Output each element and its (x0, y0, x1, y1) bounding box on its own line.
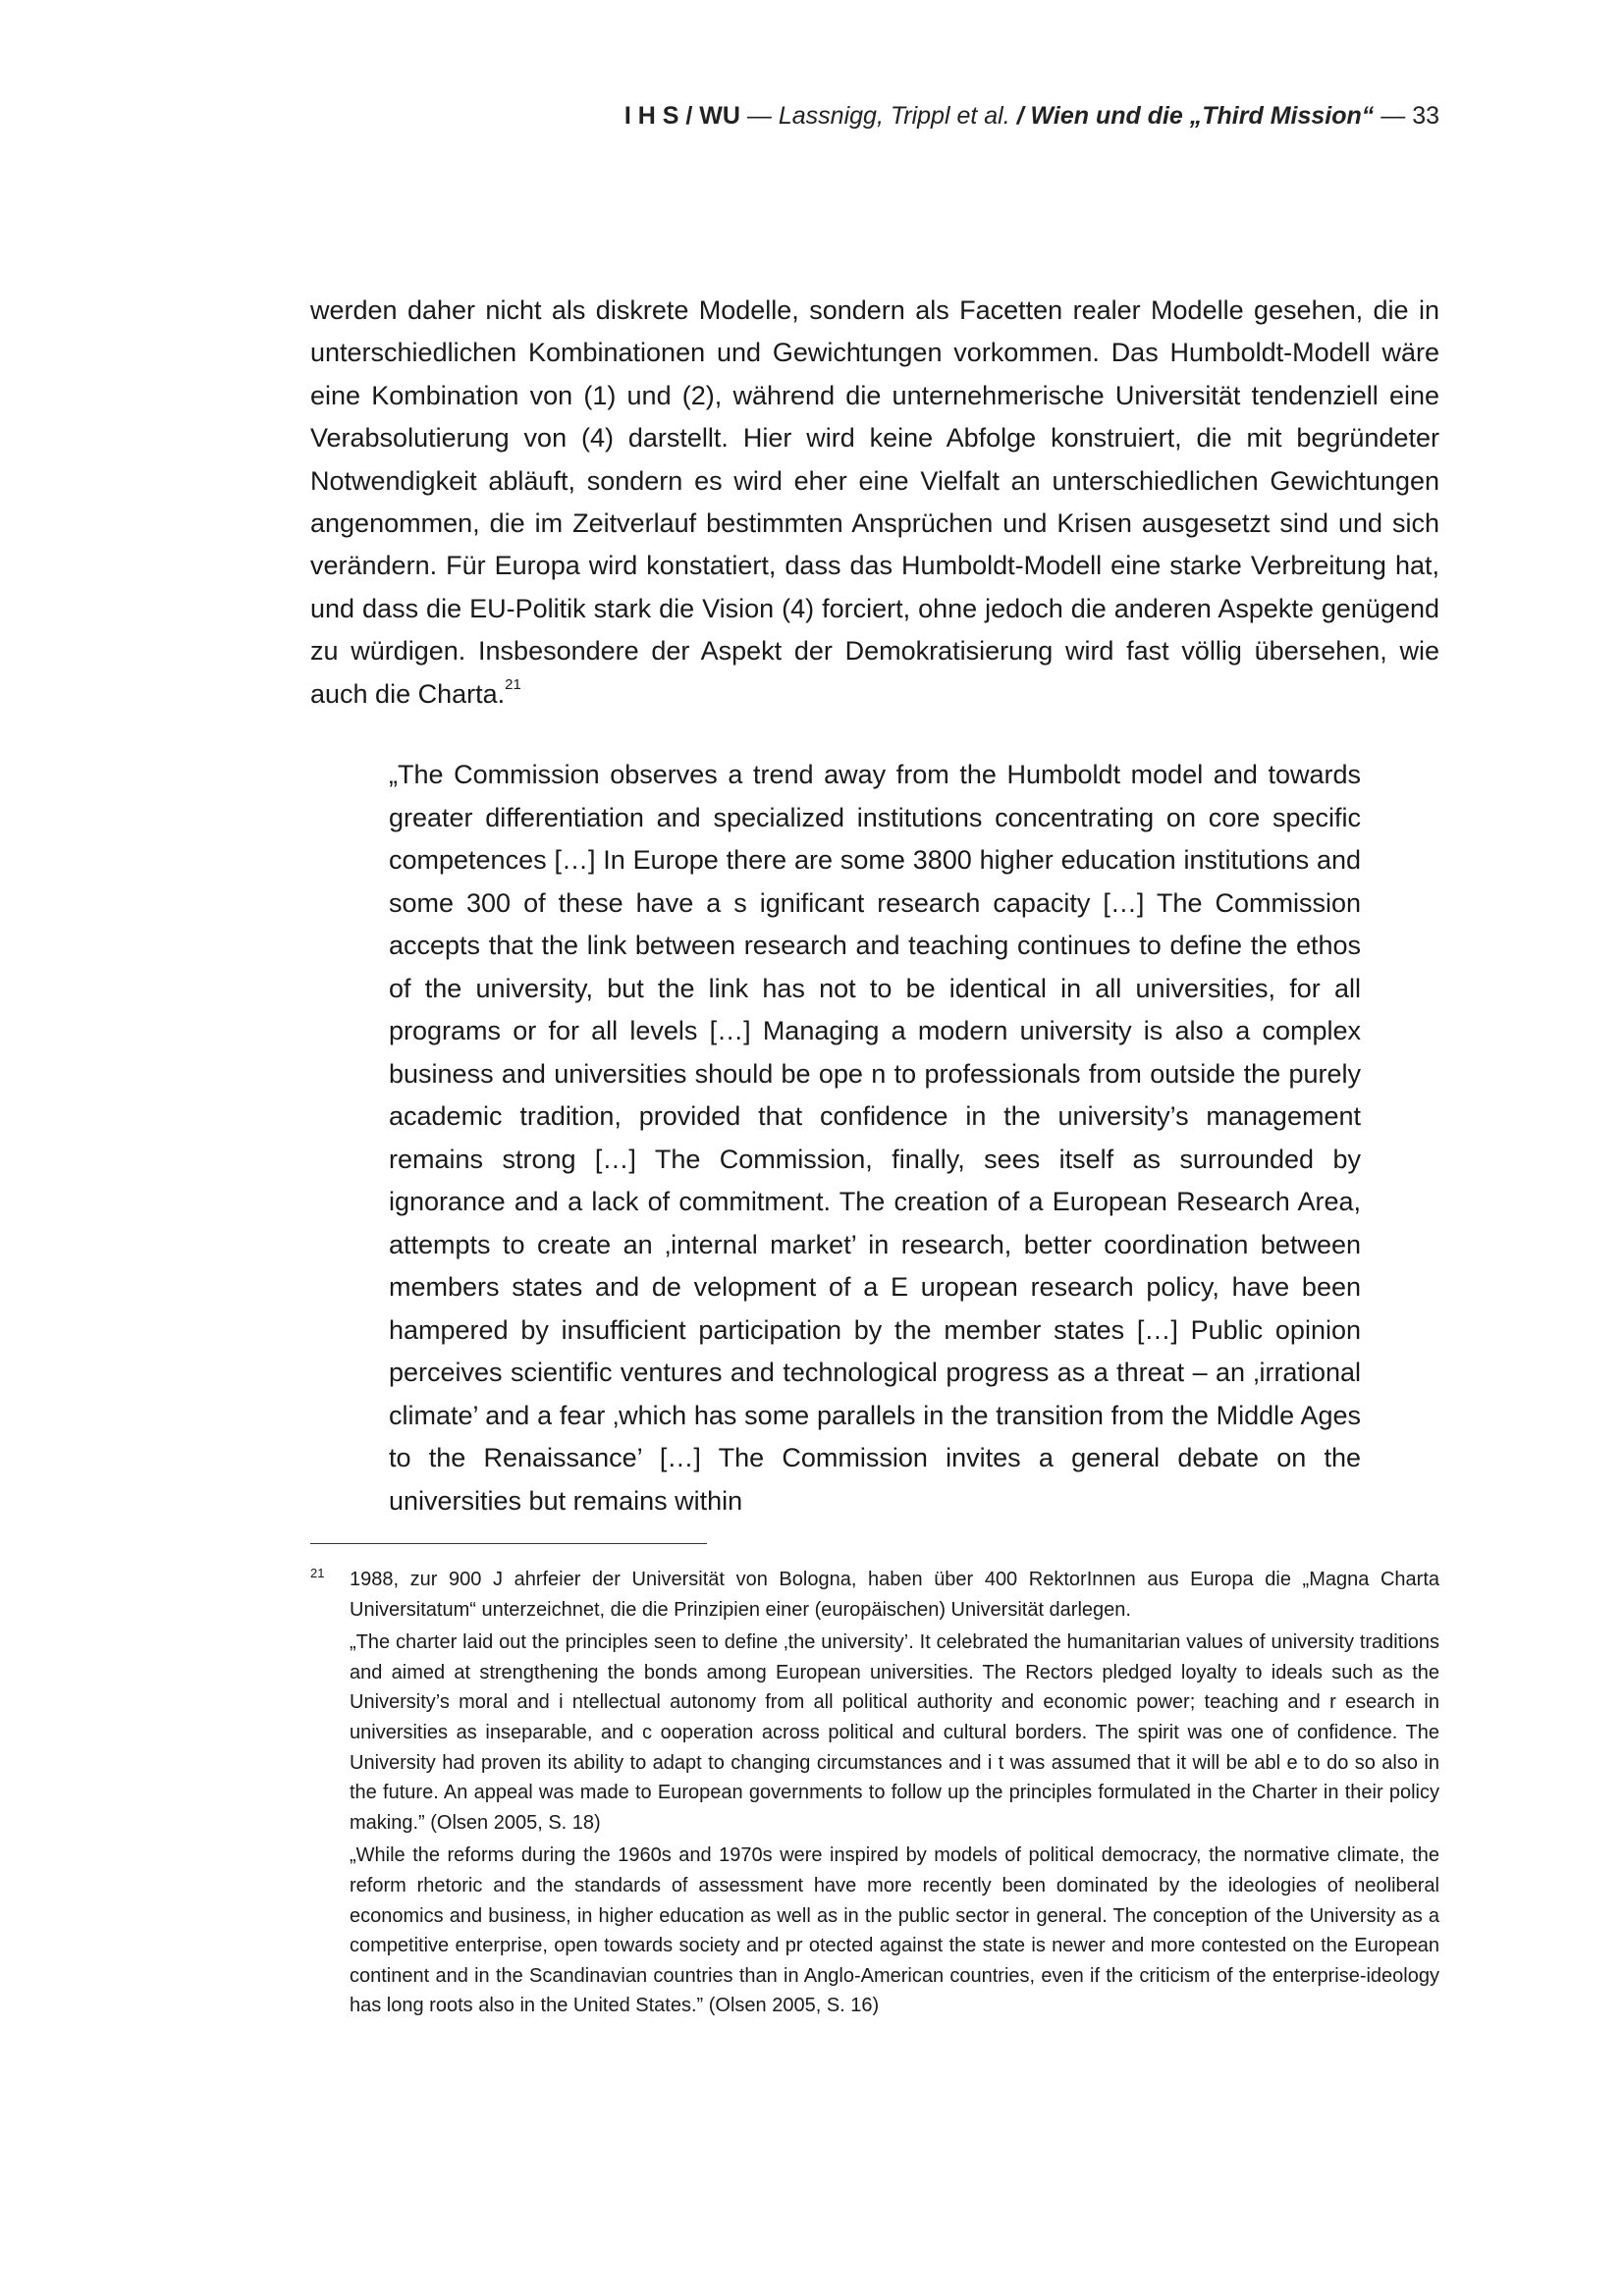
block-quote: „The Commission observes a trend away from the Humboldt model and towards greater differentiation and specialized institutions concentrating on core specific competences […] In Europe there are some 3800 higher education institutions and some 300 of these have a s ignificant research capacity […] The Commission accepts that the link between research and teaching continues to define the ethos of the university, but the link has not to be identical in all universities, for all programs or for all levels […] Managing a modern university is also a complex business and universities should be ope n to professionals from outside the purely academic tradition, provided that confidence in the university’s management remains strong […] The Commission, finally, sees itself as surrounded by ignorance and a lack of commitment. The creation of a European Research Area, attempts to create an ‚internal market’ in research, better coordination between members states and de velopment of a E uropean research policy, have been hampered by insufficient participation by the member states […] Public opinion perceives scientific ventures and technological progress as a threat – an ‚irrational climate’ and a fear ‚which has some parallels in the transition from the Middle Ages to the Renaissance’ […] The Commission invites a general debate on the universities but remains within (389, 760, 1361, 1516)
footnote-paragraph: „While the reforms during the 1960s and 1970s were inspired by models of political democracy, the normative climate, the reform rhetoric and the standards of assessment have more recently been dominated by the ideologies of neoliberal economics and business, in higher education as well as in the public sector in general. The conception of the University as a competitive enterprise, open towards society and pr otected against the state is newer and more contested on the European continent and in the Scandinavian countries than in Anglo-American countries, even if the criticism of the enterprise-ideology has long roots also in the United States.” (Olsen 2005, S. 16) (350, 1844, 1439, 2017)
footnote-reference[interactable]: 21 (505, 675, 521, 693)
running-header (624, 102, 1439, 131)
footnote (310, 1565, 1439, 2024)
footnote-number: 21 (310, 1566, 325, 1580)
body-paragraph (310, 290, 1439, 716)
header-separator: / (1009, 102, 1031, 130)
footnote-separator-rule (310, 1543, 707, 1544)
header-institutions: I H S / WU (623, 102, 740, 130)
body-paragraph-text: werden daher nicht als diskrete Modelle, sondern als Facetten realer Modelle gesehen, die in unterschiedlichen Kombinationen und Gewichtungen vorkommen. Das Humboldt-Modell wäre eine Kombination von (1) und (2), während die unternehmerische Universität tendenziell eine Verabsolutierung von (4) darstellt. Hier wird keine Abfolge konstruiert, die mit begründeter Notwendigkeit abläuft, sondern es wird eher eine Vielfalt an unterschiedlichen Gewichtungen angenommen, die im Zeitverlauf bestimmten Ansprüchen und Krisen ausgesetzt sind und sich verändern. Für Europa wird konstatiert, dass das Humboldt-Modell eine starke Verbreitung hat, und dass die EU-Politik stark die Vision (4) forciert, ohne jedoch die anderen Aspekte genügend zu würdigen. Insbesondere der Aspekt der Demokratisierung wird fast völlig übersehen, wie auch die Charta. (310, 295, 1439, 709)
header-dash: — (739, 102, 779, 130)
header-title: Wien und die „Third Mission“ (1030, 102, 1375, 130)
page-number: 33 (1412, 102, 1439, 130)
footnote-body (350, 1565, 1439, 2021)
footnote-paragraph: „The charter laid out the principles seen to define ‚the university’. It celebrated the humanitarian values of university traditions and aimed at strengthening the bonds among European universities. The Rectors pledged loyalty to ideals such as the University’s moral and i ntellectual autonomy from all political authority and economic power; teaching and r esearch in universities as inseparable, and c ooperation across political and cultural borders. The spirit was one of confidence. The University had proven its ability to adapt to changing circumstances and i t was assumed that it will be abl e to do so also in the future. An appeal was made to European governments to follow up the principles formulated in the Charter in their policy making.” (Olsen 2005, S. 18) (350, 1631, 1439, 1834)
header-dash: — (1374, 102, 1413, 130)
footnote-paragraph: 1988, zur 900 J ahrfeier der Universität von Bologna, haben über 400 RektorInnen aus Europa die „Magna Charta Universitatum“ unterzeichnet, die die Prinzipien einer (europäischen) Universität darlegen. (350, 1569, 1439, 1621)
header-authors: Lassnigg, Trippl et al. (778, 102, 1010, 130)
